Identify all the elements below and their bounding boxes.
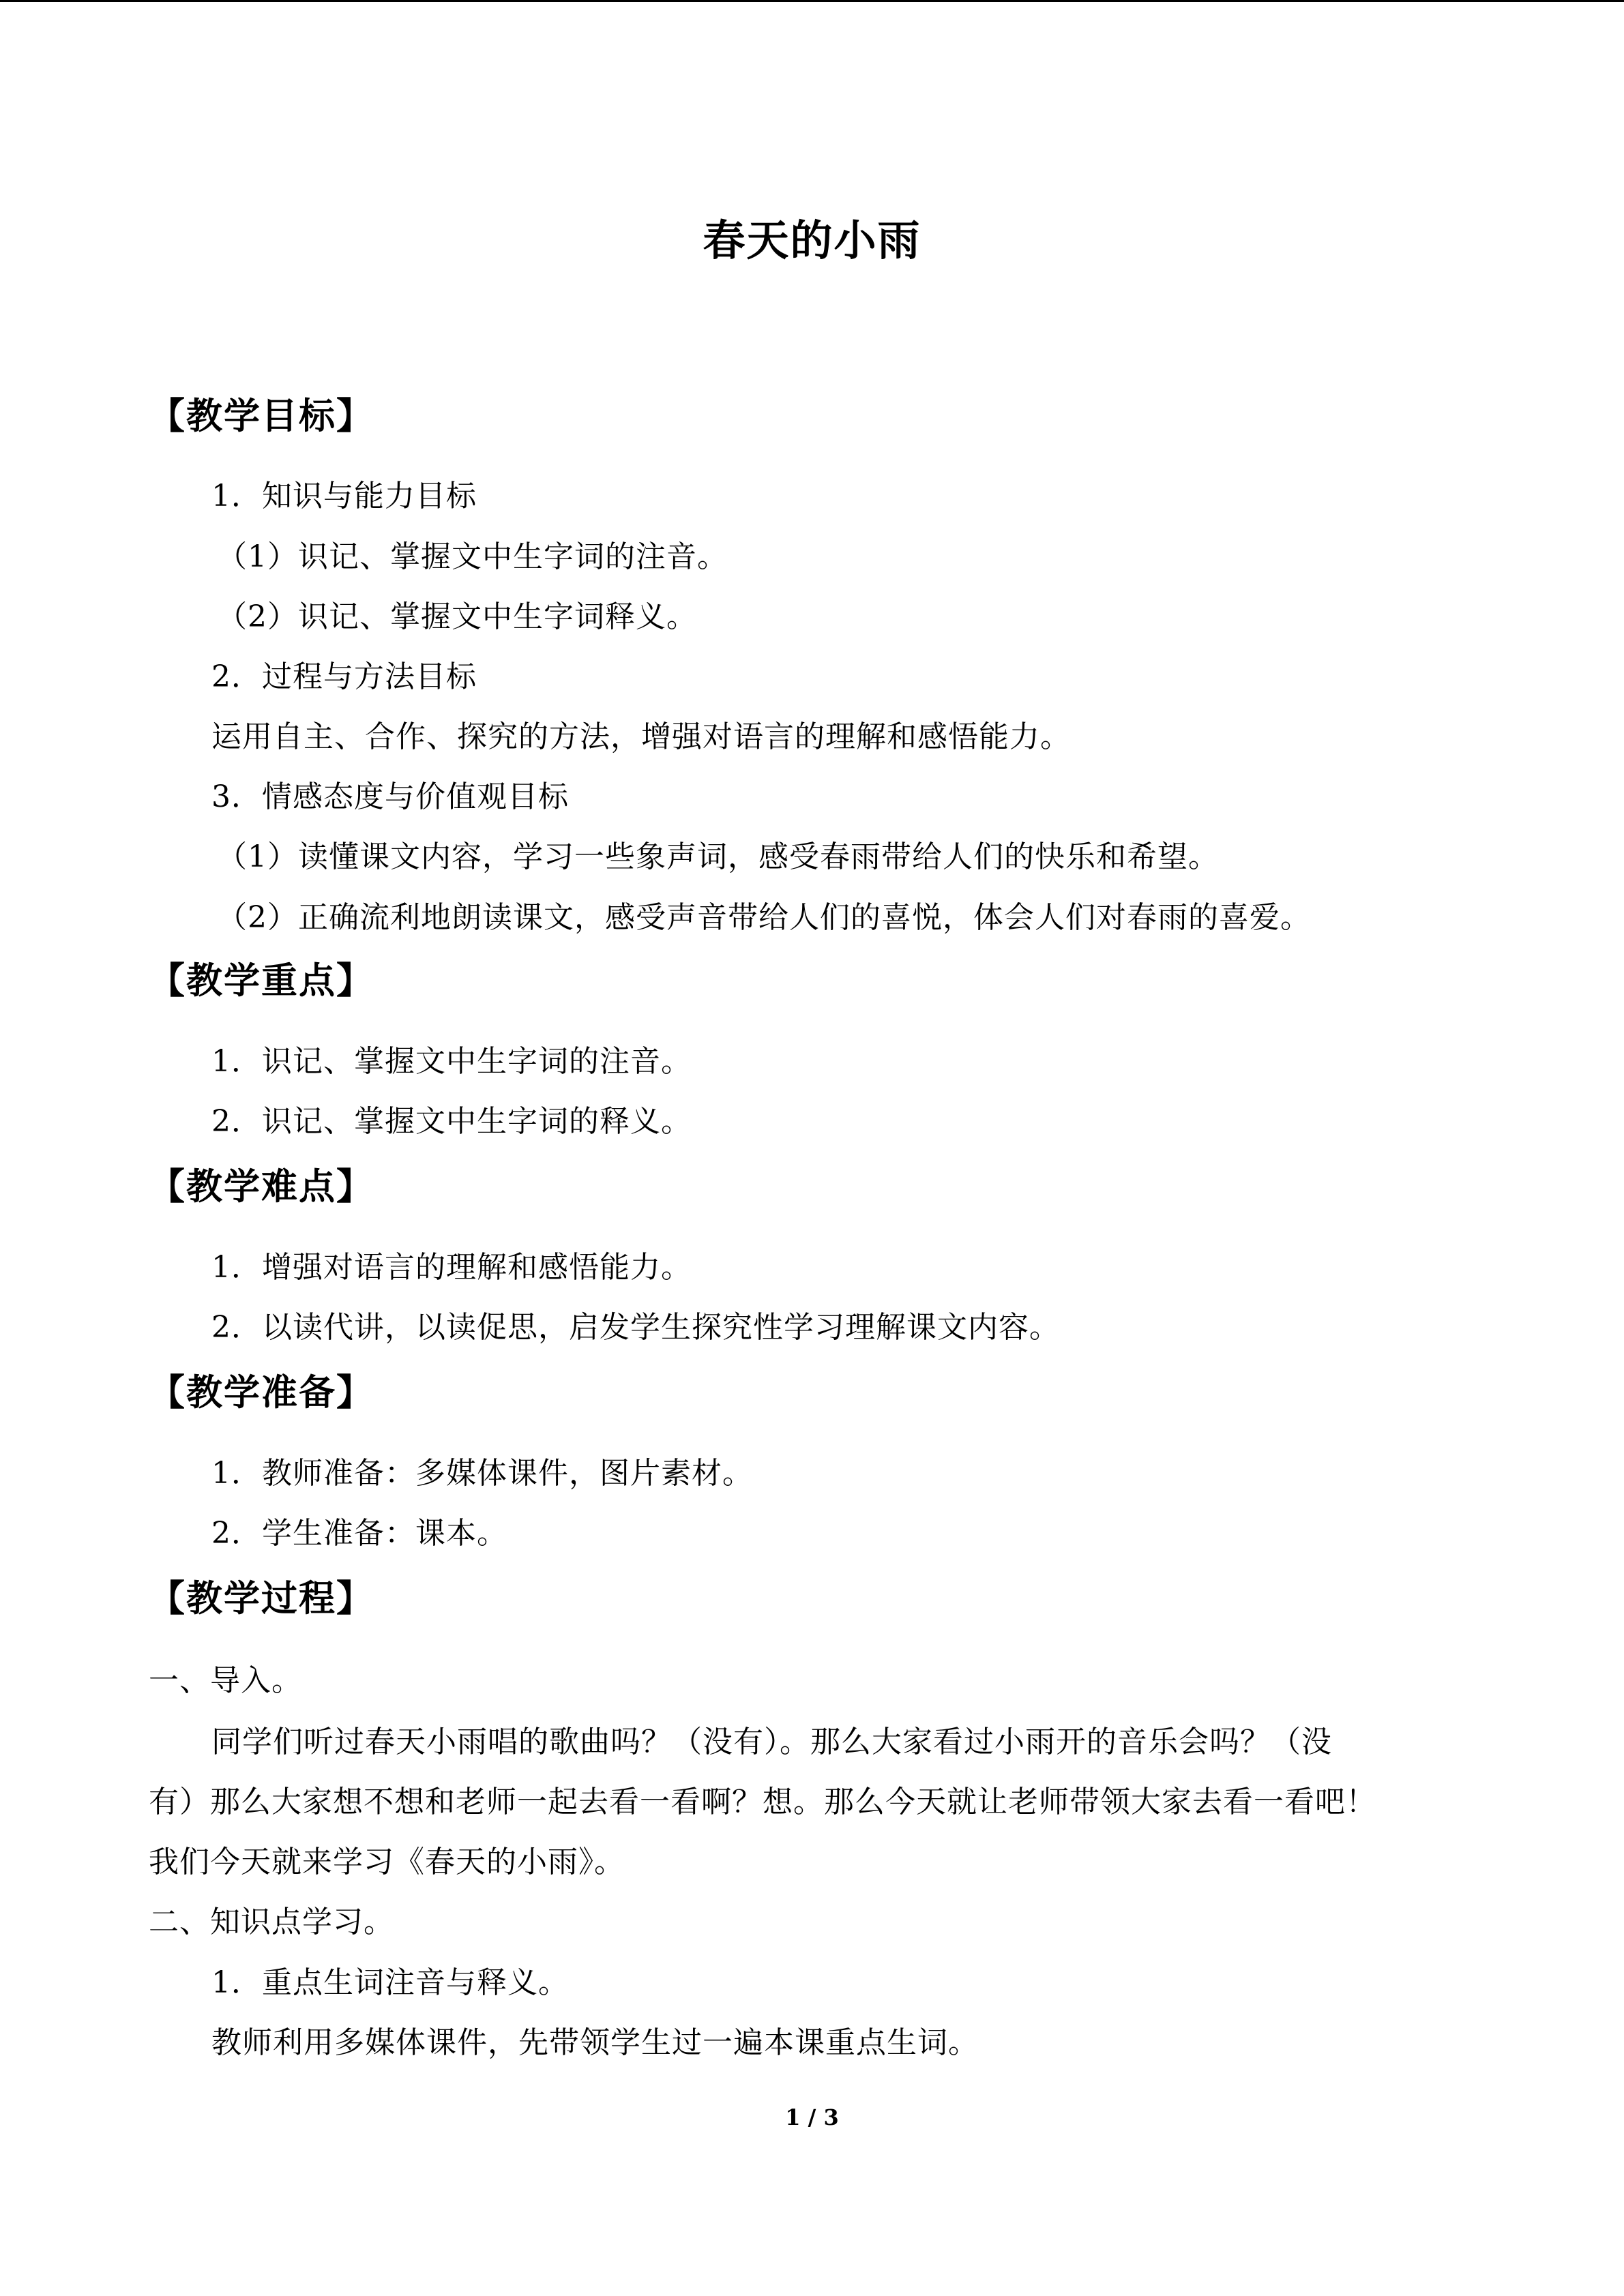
document-title: 春天的小雨 bbox=[703, 215, 921, 265]
section-heading-goals: 【教学目标】 bbox=[149, 395, 374, 437]
process-line: 一、导入。 bbox=[149, 1663, 302, 1698]
key-points-line: 1．识记、掌握文中生字词的注音。 bbox=[211, 1044, 692, 1079]
process-line: 教师利用多媒体课件，先带领学生过一遍本课重点生词。 bbox=[211, 2025, 979, 2060]
preparation-line: 2．学生准备：课本。 bbox=[211, 1516, 507, 1551]
section-heading-process: 【教学过程】 bbox=[149, 1577, 374, 1620]
difficulties-line: 2．以读代讲，以读促思，启发学生探究性学习理解课文内容。 bbox=[211, 1310, 1060, 1345]
section-heading-difficulties: 【教学难点】 bbox=[149, 1165, 374, 1208]
difficulties-line: 1．增强对语言的理解和感悟能力。 bbox=[211, 1250, 692, 1285]
process-line: 有）那么大家想不想和老师一起去看一看啊？想。那么今天就让老师带领大家去看一看吧！ bbox=[149, 1785, 1376, 1819]
goals-line: （2）正确流利地朗读课文，感受声音带给人们的喜悦，体会人们对春雨的喜爱。 bbox=[217, 900, 1311, 935]
section-heading-preparation: 【教学准备】 bbox=[149, 1371, 374, 1414]
section-heading-key-points: 【教学重点】 bbox=[149, 959, 374, 1002]
page-number: 1 / 3 bbox=[785, 2104, 839, 2130]
process-line: 同学们听过春天小雨唱的歌曲吗？（没有）。那么大家看过小雨开的音乐会吗？（没 bbox=[211, 1725, 1332, 1759]
goals-line: 运用自主、合作、探究的方法，增强对语言的理解和感悟能力。 bbox=[211, 719, 1071, 754]
goals-line: 3．情感态度与价值观目标 bbox=[211, 779, 569, 814]
goals-line: 1．知识与能力目标 bbox=[211, 479, 477, 513]
goals-line: （1）识记、掌握文中生字词的注音。 bbox=[217, 539, 728, 574]
goals-line: （1）读懂课文内容，学习一些象声词，感受春雨带给人们的快乐和希望。 bbox=[217, 839, 1219, 874]
goals-line: （2）识记、掌握文中生字词释义。 bbox=[217, 599, 697, 634]
process-line: 我们今天就来学习《春天的小雨》。 bbox=[149, 1845, 625, 1879]
preparation-line: 1．教师准备：多媒体课件，图片素材。 bbox=[211, 1456, 753, 1491]
key-points-line: 2．识记、掌握文中生字词的释义。 bbox=[211, 1104, 692, 1139]
goals-line: 2．过程与方法目标 bbox=[211, 659, 477, 694]
process-line: 1．重点生词注音与释义。 bbox=[211, 1965, 569, 2000]
process-line: 二、知识点学习。 bbox=[149, 1905, 394, 1939]
